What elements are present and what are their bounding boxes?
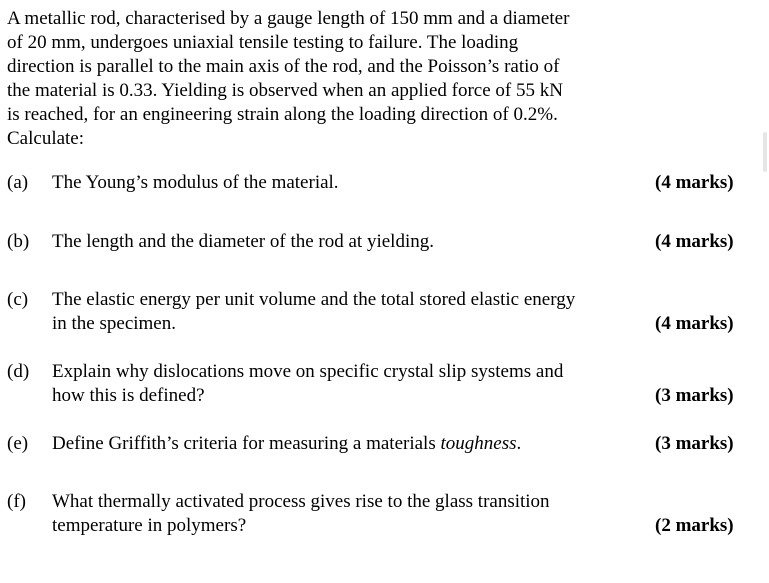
question-label: (a) [7, 172, 29, 193]
problem-statement-line: direction is parallel to the main axis of the rod, and the Poisson’s ratio of [7, 56, 560, 77]
question-text-suffix: . [516, 433, 522, 454]
problem-statement-line: A metallic rod, characterised by a gauge length of 150 mm and a diameter [7, 8, 570, 29]
question-marks: (2 marks) [655, 515, 734, 536]
question-text-line: The elastic energy per unit volume and the total stored elastic energy [52, 289, 576, 310]
question-label: (f) [7, 491, 26, 512]
question-text [52, 171, 632, 195]
scrollbar-thumb[interactable] [763, 132, 767, 172]
question-e [0, 432, 760, 456]
problem-statement-line: Calculate: [7, 128, 85, 149]
question-text-line: how this is defined? [52, 385, 205, 406]
question-b [0, 230, 760, 254]
question-text [52, 230, 632, 254]
question-marks: (3 marks) [655, 385, 734, 406]
question-text [52, 490, 632, 538]
emphasized-term: toughness [440, 433, 517, 454]
problem-statement-line: of 20 mm, undergoes uniaxial tensile testing to failure. The loading [7, 32, 519, 53]
question-a [0, 171, 760, 195]
question-label: (c) [7, 289, 29, 310]
question-label: (b) [7, 231, 30, 252]
problem-statement [7, 7, 619, 151]
problem-statement-line: the material is 0.33. Yielding is observed when an applied force of 55 kN [7, 80, 563, 101]
question-marks: (4 marks) [655, 313, 734, 334]
question-text-line: The Young’s modulus of the material. [52, 172, 339, 193]
question-text-line: in the specimen. [52, 313, 176, 334]
question-marks: (4 marks) [655, 231, 734, 252]
question-text-line [52, 432, 632, 456]
question-marks: (4 marks) [655, 172, 734, 193]
vertical-scrollbar[interactable] [760, 0, 769, 583]
question-text-line: The length and the diameter of the rod at yielding. [52, 231, 434, 252]
question-text-line: temperature in polymers? [52, 515, 247, 536]
question-text-prefix: Define Griffith’s criteria for measuring a materials [52, 433, 441, 454]
question-marks: (3 marks) [655, 433, 734, 454]
question-f [0, 490, 760, 538]
problem-statement-line: is reached, for an engineering strain along the loading direction of 0.2%. [7, 104, 558, 125]
question-text [52, 360, 632, 408]
question-d [0, 360, 760, 408]
question-text-line: Explain why dislocations move on specific crystal slip systems and [52, 361, 564, 382]
question-c [0, 288, 760, 336]
question-text-line: What thermally activated process gives rise to the glass transition [52, 491, 550, 512]
question-text [52, 288, 632, 336]
question-label: (d) [7, 361, 30, 382]
question-label: (e) [7, 433, 29, 454]
question-text [52, 432, 632, 456]
